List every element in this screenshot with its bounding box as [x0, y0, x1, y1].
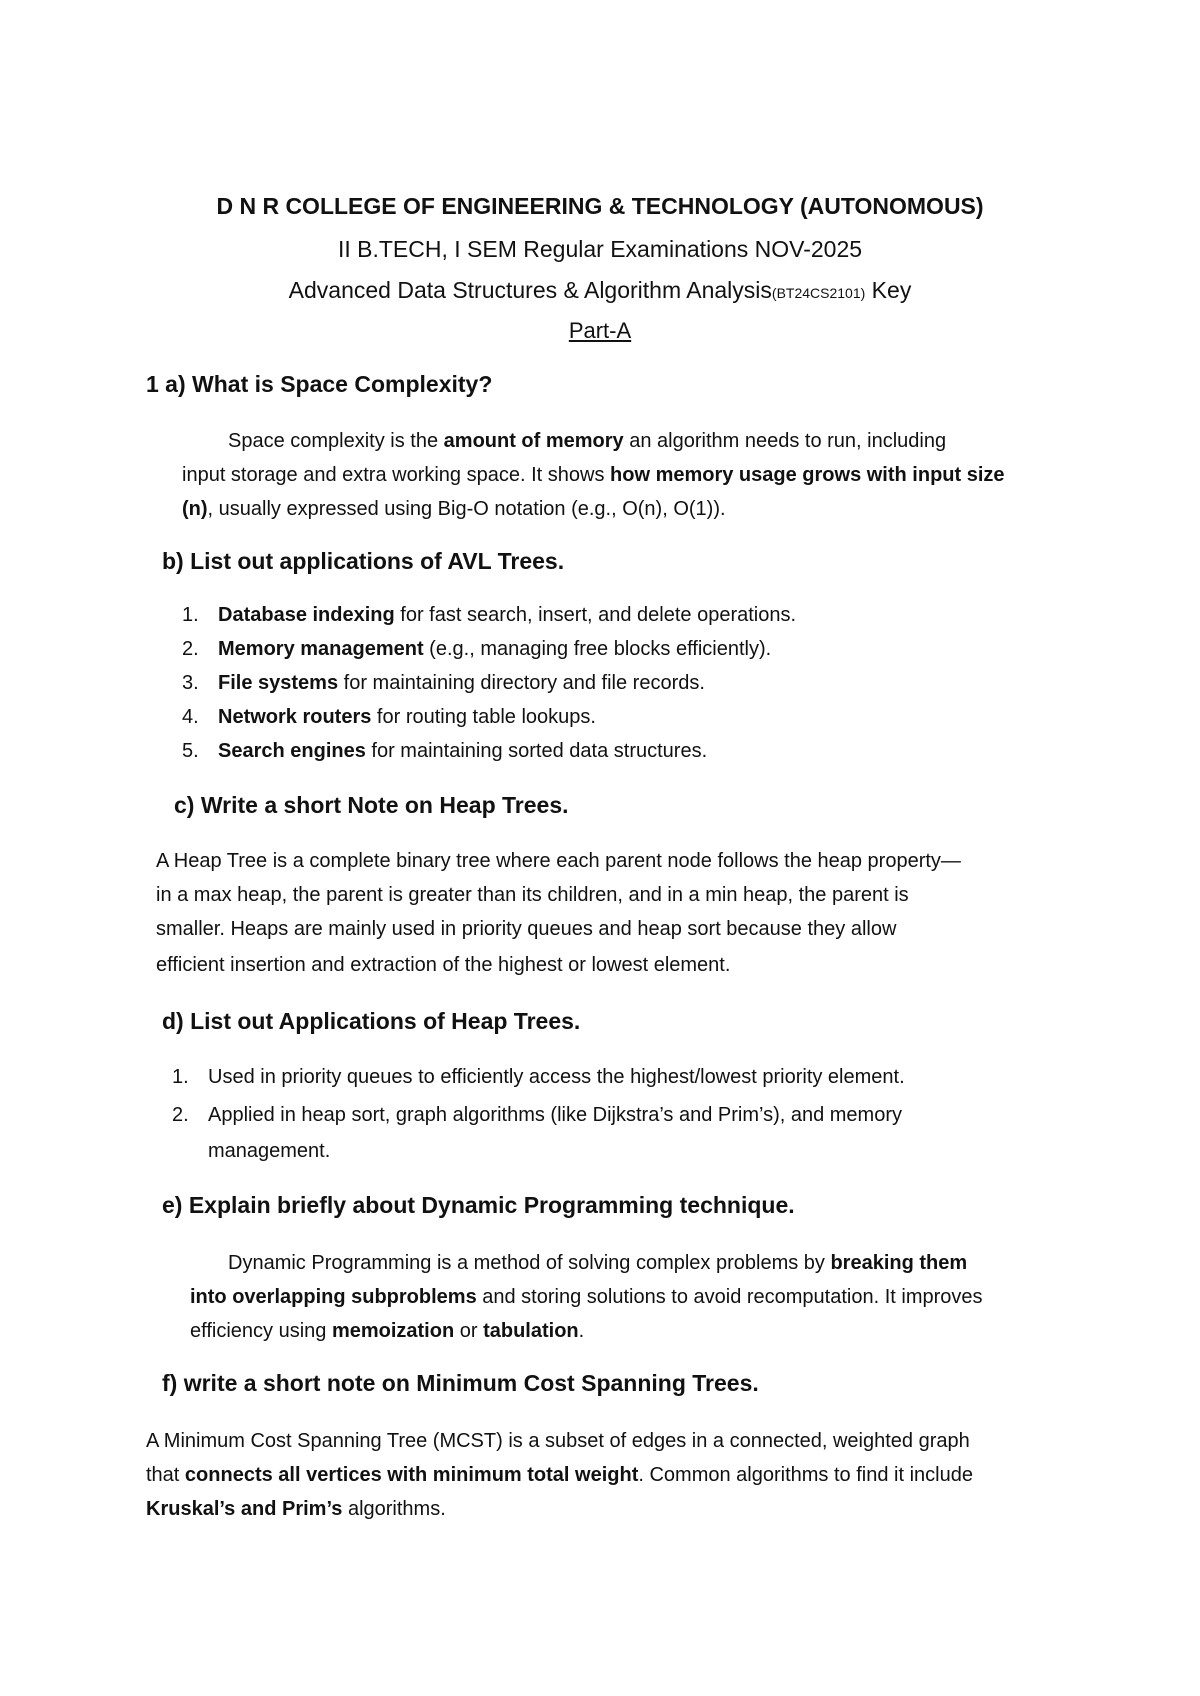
question-1b: b) List out applications of AVL Trees. — [162, 548, 565, 574]
list-item: 1. Used in priority queues to efficiently access the highest/lowest priority element. — [172, 1066, 905, 1088]
part-heading: Part-A — [568, 318, 632, 343]
answer-1f-line-2: that connects all vertices with minimum total weight. Common algorithms to find it include — [146, 1464, 973, 1486]
answer-1c-line-2: in a max heap, the parent is greater than its children, and in a min heap, the parent is — [156, 884, 909, 906]
list-item: 1. Database indexing for fast search, insert, and delete operations. — [182, 604, 797, 626]
list-item: 4. Network routers for routing table lookups. — [182, 706, 596, 728]
answer-1f-line-1: A Minimum Cost Spanning Tree (MCST) is a subset of edges in a connected, weighted graph — [146, 1430, 970, 1452]
answer-1f-line-3: Kruskal’s and Prim’s algorithms. — [146, 1498, 446, 1520]
subject-name: Advanced Data Structures & Algorithm Analysis — [288, 277, 772, 303]
answer-1e-line-2: into overlapping subproblems and storing solutions to avoid recomputation. It improves — [190, 1286, 983, 1308]
college-name: D N R COLLEGE OF ENGINEERING & TECHNOLOGY (AUTONOMOUS) — [216, 193, 984, 219]
list-item: 3. File systems for maintaining directory and file records. — [182, 672, 705, 694]
subject-code: (BT24CS2101) — [771, 285, 866, 301]
answer-1e-line-3: efficiency using memoization or tabulation. — [190, 1320, 585, 1342]
question-1a: 1 a) What is Space Complexity? — [146, 371, 493, 397]
answer-1a-line-3: (n), usually expressed using Big-O notation (e.g., O(n), O(1)). — [182, 498, 726, 520]
answer-1c-line-3: smaller. Heaps are mainly used in priority queues and heap sort because they allow — [156, 918, 897, 940]
answer-1c-line-4: efficient insertion and extraction of the highest or lowest element. — [156, 954, 731, 976]
list-item: 2. Applied in heap sort, graph algorithms (like Dijkstra’s and Prim’s), and memory — [172, 1104, 902, 1126]
subject-key: Key — [865, 277, 912, 303]
question-1f: f) write a short note on Minimum Cost Spanning Trees. — [162, 1370, 759, 1396]
list-item: 5. Search engines for maintaining sorted data structures. — [182, 740, 708, 762]
answer-1e-line-1: Dynamic Programming is a method of solving complex problems by breaking them — [228, 1252, 968, 1274]
answer-1a-line-1: Space complexity is the amount of memory an algorithm needs to run, including — [228, 430, 947, 452]
answer-1a-line-2: input storage and extra working space. It shows how memory usage grows with input size — [182, 464, 1005, 486]
subject-title — [0, 277, 1200, 304]
question-1c: c) Write a short Note on Heap Trees. — [174, 792, 569, 818]
list-item: 2. Memory management (e.g., managing free blocks efficiently). — [182, 638, 772, 660]
list-item-continuation: management. — [208, 1140, 331, 1162]
question-1d: d) List out Applications of Heap Trees. — [162, 1008, 581, 1034]
exam-title: II B.TECH, I SEM Regular Examinations NOV-2025 — [337, 236, 863, 262]
answer-1c-line-1: A Heap Tree is a complete binary tree where each parent node follows the heap property— — [156, 850, 961, 872]
question-1e: e) Explain briefly about Dynamic Programming technique. — [162, 1192, 795, 1218]
